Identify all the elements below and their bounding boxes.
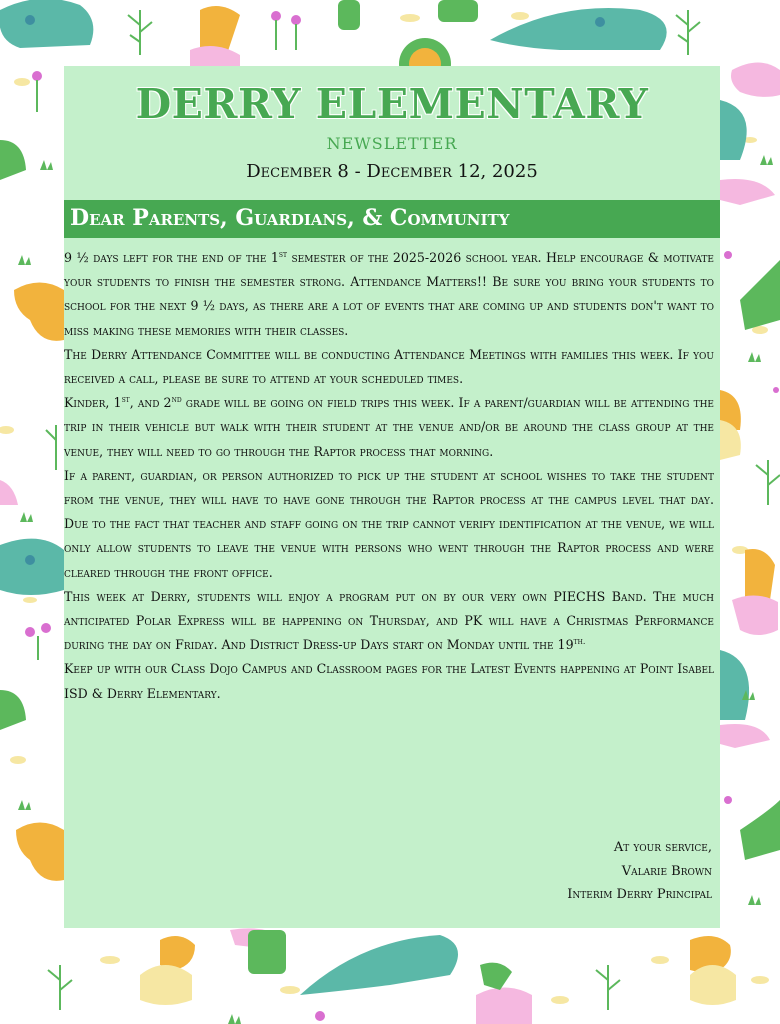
paragraph-text: , and 2 xyxy=(129,395,172,411)
paragraph-text: semester of the 2025-2026 school year. Help encourage & motivate your students to finish the semester strong. Attendance Matters!! Be sure you bring your students to school for the next 9 ½ days, as there are a lot of events that are coming up and students don't want to miss making these memories with their classes. xyxy=(64,250,714,338)
principal-name: Valarie Brown xyxy=(621,863,712,879)
greeting-banner xyxy=(64,200,720,238)
superscript: st xyxy=(121,395,130,405)
paragraph-raptor-process: If a parent, guardian, or person authorized to pick up the student at school wishes to take the student from the venue, they will have to have gone through the Raptor process at the campus level that day. Due to the fact that teacher and staff going on the trip cannot verify identification at the venue, we will only allow students to leave the venue with persons who went through the Raptor process and were cleared through the front office. xyxy=(64,467,714,580)
signoff xyxy=(567,836,712,907)
school-name: DERRY ELEMENTARY xyxy=(135,80,649,128)
paragraph-this-week xyxy=(64,585,714,658)
signoff-line: At your service, xyxy=(613,840,712,855)
principal-title: Interim Derry Principal xyxy=(567,887,712,902)
newsletter-subtitle: NEWSLETTER xyxy=(326,134,458,153)
newsletter-dates: December 8 - December 12, 2025 xyxy=(246,161,538,182)
paragraph-text: grade will be going on field trips this week. If a parent/guardian will be attending the trip in their vehicle but walk with their student at the venue and/or be around the class group at the venue, they will need to go through the Raptor process that morning. xyxy=(64,395,714,459)
paragraph-class-dojo: Keep up with our Class Dojo Campus and Classroom pages for the Latest Events happening at Point Isabel ISD & Derry Elementary. xyxy=(64,661,714,701)
paragraph-text: This week at Derry, students will enjoy a program put on by our very own PIECHS Band. The much anticipated Polar Express will be happening on Thursday, and PK will have a Christmas Performance during the day on Friday. And District Dress-up Days start on Monday until the 19 xyxy=(64,588,714,653)
superscript: th. xyxy=(573,637,586,647)
newsletter-body xyxy=(64,246,714,706)
greeting-heading: Dear Parents, Guardians, & Community xyxy=(70,205,510,231)
superscript: nd xyxy=(171,395,182,405)
paragraph-attendance: The Derry Attendance Committee will be conducting Attendance Meetings with families this week. If you received a call, please be sure to attend at your scheduled times. xyxy=(64,346,714,387)
newsletter-panel xyxy=(64,66,720,928)
paragraph-text: 9 ½ days left for the end of the 1 xyxy=(64,250,279,265)
superscript: st xyxy=(278,249,288,259)
paragraph-text: Kinder, 1 xyxy=(64,395,122,411)
masthead xyxy=(64,66,720,190)
paragraph-field-trips xyxy=(64,391,714,464)
paragraph-semester xyxy=(64,246,714,343)
